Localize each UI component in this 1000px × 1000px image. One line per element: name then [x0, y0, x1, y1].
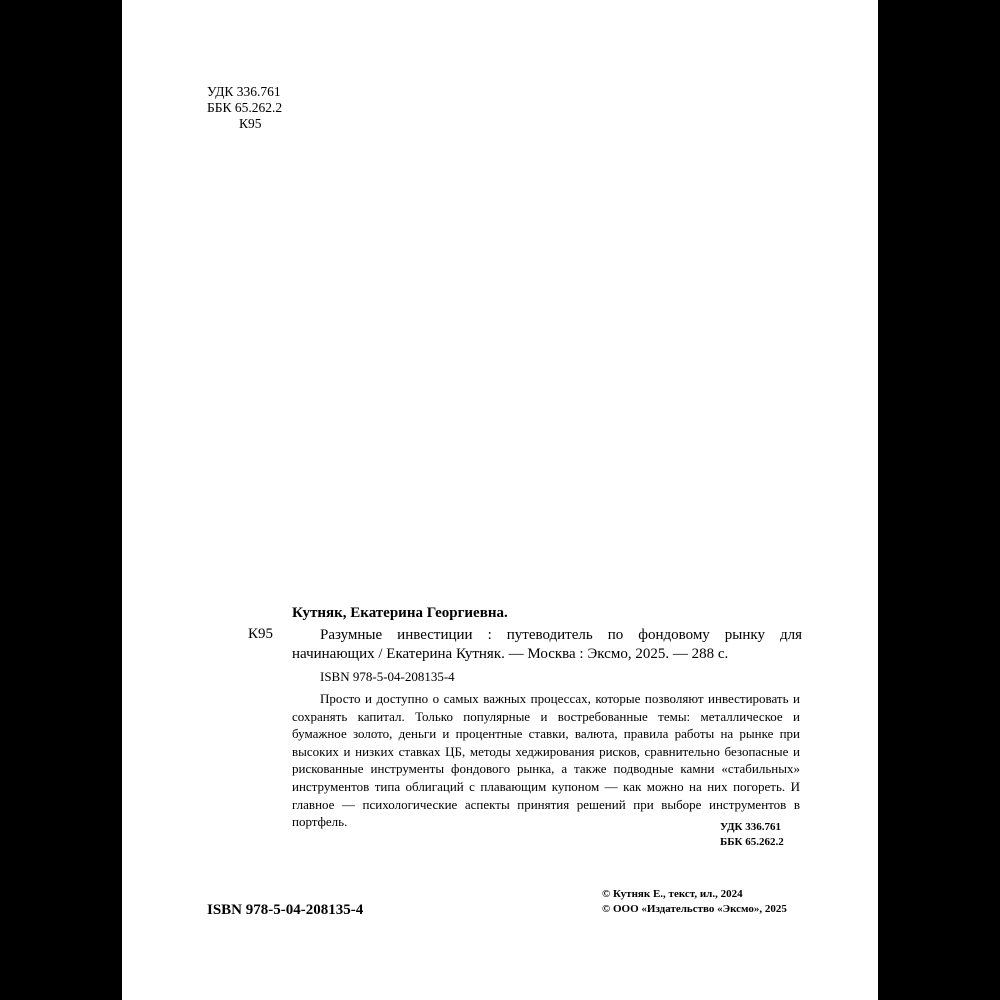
footer-isbn: ISBN 978-5-04-208135-4	[207, 902, 364, 918]
classification-codes-bottom	[720, 820, 784, 850]
udk-code: УДК 336.761	[207, 84, 281, 99]
copyright-block	[602, 887, 787, 917]
bbk-code-bottom: ББК 65.262.2	[720, 836, 784, 848]
record-author-sign: К95	[248, 626, 274, 642]
author-sign: К95	[239, 116, 262, 131]
udk-code-bottom: УДК 336.761	[720, 821, 782, 833]
record-isbn: ISBN 978-5-04-208135-4	[320, 669, 455, 684]
copyright-author: © Кутняк Е., текст, ил., 2024	[602, 888, 743, 900]
classification-codes-top	[207, 84, 282, 132]
copyright-publisher: © ООО «Издательство «Эксмо», 2025	[602, 903, 787, 915]
bibliographic-description: Разумные инвестиции : путеводитель по фондовому рынку для начинающих / Екатерина Кутняк. — Москва : Эксмо, 2025. — 288 с.	[292, 627, 802, 662]
annotation-text: Просто и доступно о самых важных процессах, которые позволяют инвестировать и сохранять капитал. Только популярные и востребованные темы: металлическое и бумажное золото, деньги и процентные ставки, валюта, правила работы на рынке при высоких и низких ставках ЦБ, методы хеджирования рисков, сравнительно безопасные и рискованные инструменты фондового рынка, а также подводные камни «стабильных» инструментов типа облигаций с плавающим купоном — как можно на них погореть. И главное — психологические аспекты принятия решений при выборе инструментов в портфель.	[292, 691, 800, 830]
bbk-code: ББК 65.262.2	[207, 100, 283, 115]
author-name: Кутняк, Екатерина Георгиевна.	[292, 605, 508, 621]
book-page	[122, 0, 878, 1000]
